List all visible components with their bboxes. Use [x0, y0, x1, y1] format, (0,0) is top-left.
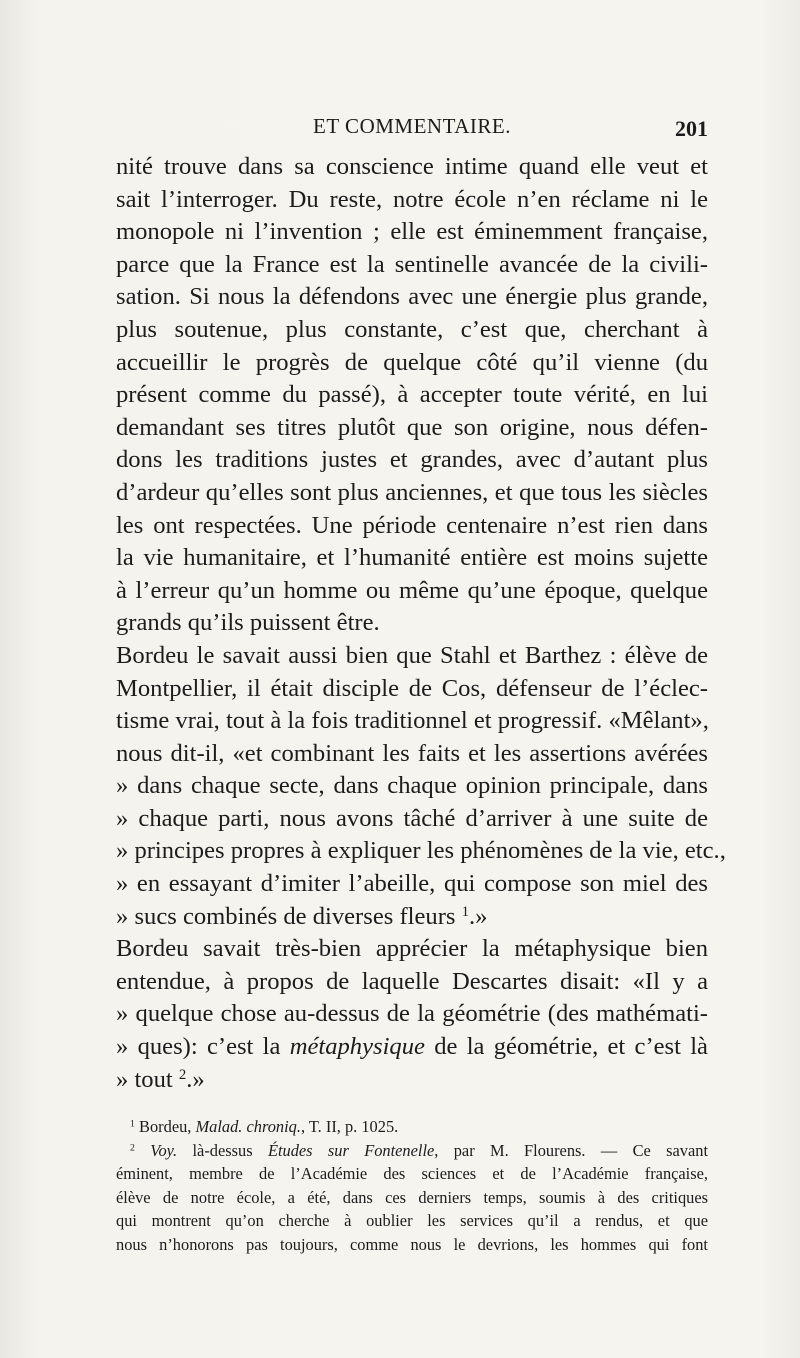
text-fragment: Bordeu, [139, 1117, 192, 1136]
italic-word: Voy. [150, 1140, 178, 1160]
text-line: les ont respectées. Une période centenaire n’est rien dans [116, 511, 708, 539]
footnote-1 [116, 1115, 708, 1139]
text-line: demandant ses titres plutôt que son origine, nous défen- [116, 413, 708, 441]
text-line: présent comme du passé), à accepter toute vérité, en lui [116, 381, 708, 409]
footnote-ref-2: 2 [178, 1066, 187, 1083]
text-line: monopole ni l’invention ; elle est éminemment française, [116, 218, 708, 246]
text-fragment: de la géométrie, et c’est là [434, 1033, 708, 1061]
text-line: parce que la France est la sentinelle avancée de la civili- [116, 250, 708, 278]
text-line: sait l’interroger. Du reste, notre école n’en réclame ni le [116, 185, 708, 213]
text-line: la vie humanitaire, et l’humanité entière est moins sujette [116, 544, 708, 572]
footnote-line: éminent, membre de l’Académie des sciences et de l’Académie française, [116, 1164, 708, 1184]
text-line: à l’erreur qu’un homme ou même qu’une époque, quelque [116, 576, 708, 604]
text-line: nous dit-il, «et combinant les faits et les assertions avérées [116, 739, 708, 767]
text-line: Montpellier, il était disciple de Cos, défenseur de l’éclec- [116, 674, 708, 702]
text-fragment: , par M. Flourens. — Ce savant [434, 1140, 708, 1160]
text-line: d’ardeur qu’elles sont plus anciennes, et que tous les siècles [116, 478, 708, 506]
italic-word: métaphysique [289, 1033, 425, 1061]
text-fragment: » sucs combinés de diverses fleurs [116, 902, 456, 930]
text-line: Bordeu savait très-bien apprécier la métaphysique bien [116, 935, 708, 963]
text-line: » dans chaque secte, dans chaque opinion principale, dans [116, 772, 708, 800]
footnote-mark: 1 [130, 1118, 135, 1130]
footnote-2 [116, 1139, 708, 1163]
text-fragment: » ques): c’est la [116, 1033, 281, 1061]
text-line: tisme vrai, tout à la fois traditionnel et progressif. «Mêlant», [116, 707, 709, 735]
text-fragment: , T. II, p. 1025. [300, 1117, 399, 1136]
text-fragment: là-dessus [192, 1140, 253, 1160]
text-fragment: » tout [116, 1065, 173, 1093]
footnote-line: élève de notre école, a été, dans ces derniers temps, soumis à des critiques [116, 1187, 708, 1207]
text-line: » chaque parti, nous avons tâché d’arriver à une suite de [116, 804, 708, 832]
footnotes [116, 1115, 708, 1257]
text-line: » quelque chose au-dessus de la géométrie (des mathémati- [116, 1000, 708, 1028]
text-fragment: .» [468, 902, 488, 930]
page-header [116, 114, 708, 144]
text-line-indented: Bordeu le savait aussi bien que Stahl et Barthez : élève de [116, 641, 708, 669]
text-line: nité trouve dans sa conscience intime quand elle veut et [116, 153, 708, 180]
italic-title: Études sur Fontenelle [267, 1140, 435, 1160]
text-line: sation. Si nous la défendons avec une énergie plus grande, [116, 283, 708, 311]
footnote-line: qui montrent qu’on cherche à oublier les services qu’il a rendus, et que [116, 1211, 708, 1231]
text-line-with-note [116, 901, 708, 934]
text-line: grands qu’ils puissent être. [116, 609, 380, 637]
text-line: accueillir le progrès de quelque côté qu’il vienne (du [116, 348, 708, 376]
text-fragment: .» [186, 1065, 205, 1093]
running-title: ET COMMENTAIRE. [313, 114, 511, 138]
text-line: » en essayant d’imiter l’abeille, qui compose son miel des [116, 870, 708, 898]
italic-title: Malad. chroniq. [195, 1117, 301, 1136]
text-line: » principes propres à expliquer les phénomènes de la vie, etc., [116, 837, 726, 865]
text-line-with-italic [116, 1031, 708, 1064]
text-line-with-note [116, 1064, 708, 1097]
text-line: entendue, à propos de laquelle Descartes disait: «Il y a [116, 967, 708, 995]
footnote-ref-1: 1 [461, 903, 469, 920]
text-line: plus soutenue, plus constante, c’est que, cherchant à [116, 315, 708, 343]
main-text [116, 151, 726, 1096]
footnote-mark: 2 [130, 1142, 135, 1154]
page-number: 201 [675, 116, 708, 141]
footnote-line: nous n’honorons pas toujours, comme nous le devrions, les hommes qui font [116, 1234, 708, 1254]
text-line: dons les traditions justes et grandes, avec d’autant plus [116, 446, 708, 474]
